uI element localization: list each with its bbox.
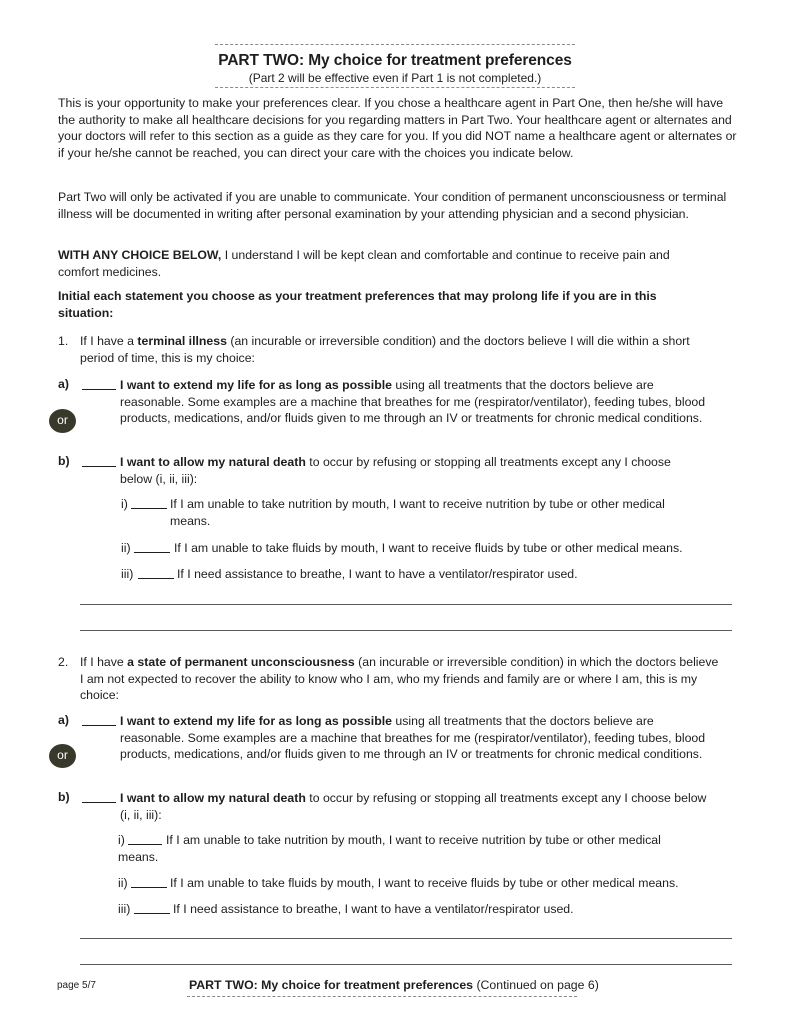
- section-2-option-a-label: a): [58, 713, 69, 727]
- section-1-sub-i-initial-line[interactable]: [131, 498, 167, 509]
- section-2-number: 2.: [58, 655, 69, 669]
- section-1-option-b-label: b): [58, 454, 70, 468]
- section-1-option-a-initial-line[interactable]: [82, 379, 116, 390]
- section-1-option-b-text: I want to allow my natural death to occur by refusing or stopping all treatments except any I choose below (i, ii, iii):: [120, 455, 671, 486]
- header-top-rule: [215, 44, 575, 45]
- section-2-option-a-text: I want to extend my life for as long as possible using all treatments that the doctors believe are reasonable. Some examples are a machine that breathes for me (respirator/ventilator), feeding tubes, blood products, medications, and/or fluids given to me through an IV or treatments for chronic medical conditions.: [120, 714, 706, 761]
- section-1-sub-i-label: i): [121, 497, 128, 511]
- terminal-illness-term: terminal illness: [137, 334, 227, 348]
- section-1-writing-line-1[interactable]: [80, 604, 732, 605]
- section-1-writing-line-2[interactable]: [80, 630, 732, 631]
- section-2-writing-line-2[interactable]: [80, 964, 732, 965]
- header-bottom-rule: [215, 87, 575, 88]
- section-2-option-b-initial-line[interactable]: [82, 792, 116, 803]
- section-1-sub-iii-text: If I need assistance to breathe, I want to have a ventilator/respirator used.: [177, 567, 578, 581]
- intro-paragraph-3: [58, 247, 698, 280]
- section-2-sub-ii-initial-line[interactable]: [131, 877, 167, 888]
- section-1-heading: If I have a terminal illness (an incurable or irreversible condition) and the doctors believe I will die within a short period of time, this is my choice:: [80, 334, 690, 365]
- intro-paragraph-1: This is your opportunity to make your preferences clear. If you chose a healthcare agent in Part One, then he/she will have the authority to make all healthcare decisions for you regarding matters in Part Two. Your healthcare agent or alternates and your doctors will refer to this section as a guide as they care for you. If you did NOT name a healthcare agent or alternates or if your he/she cannot be reached, you can direct your care with the choices you indicate below.: [58, 96, 737, 160]
- section-2-option-b-label: b): [58, 790, 70, 804]
- section-1-sub-iii-initial-line[interactable]: [138, 568, 174, 579]
- footer-title: PART TWO: My choice for treatment preferences (Continued on page 6): [189, 978, 599, 992]
- page-number: page 5/7: [57, 980, 96, 991]
- section-1-option-a-text: I want to extend my life for as long as possible using all treatments that the doctors believe are reasonable. Some examples are a machine that breathes for me (respirator/ventilator), feeding tubes, blood products, medications, and/or fluids given to me through an IV or treatments for chronic medical conditions.: [120, 378, 706, 425]
- page-header: [215, 44, 575, 88]
- section-1-number: 1.: [58, 334, 69, 348]
- section-1-sub-ii-label: ii): [121, 541, 131, 555]
- section-2-sub-ii-text: If I am unable to take fluids by mouth, I want to receive fluids by tube or other medical means.: [170, 876, 679, 890]
- section-2-heading: If I have a state of permanent unconsciousness (an incurable or irreversible condition) in which the doctors believe I am not expected to recover the ability to know who I am, who my friends and family are or where I am, this is my choice:: [80, 655, 719, 702]
- or-badge: or: [49, 409, 76, 433]
- section-1-sub-i-text: If I am unable to take nutrition by mouth, I want to receive nutrition by tube or other medical means.: [170, 497, 665, 528]
- section-1-sub-ii-initial-line[interactable]: [134, 542, 170, 553]
- footer-rule: [187, 996, 577, 997]
- section-1-option-b-initial-line[interactable]: [82, 456, 116, 467]
- page-subtitle: (Part 2 will be effective even if Part 1 is not completed.): [248, 71, 542, 85]
- intro-paragraph-2: Part Two will only be activated if you are unable to communicate. Your condition of permanent unconsciousness or terminal illness will be documented in writing after personal examination by your attending physician and a second physician.: [58, 190, 727, 221]
- section-2-option-a-initial-line[interactable]: [82, 715, 116, 726]
- section-2-sub-iii-text: If I need assistance to breathe, I want to have a ventilator/respirator used.: [173, 902, 574, 916]
- any-choice-text: I understand I will be kept clean and comfortable and continue to receive pain and comfort medicines.: [58, 248, 670, 279]
- page-title: PART TWO: My choice for treatment preferences: [218, 52, 572, 69]
- section-1-option-a-label: a): [58, 377, 69, 391]
- section-2-sub-i-text: If I am unable to take nutrition by mouth, I want to receive nutrition by tube or other medical means.: [118, 833, 661, 864]
- section-2-sub-iii-initial-line[interactable]: [134, 903, 170, 914]
- or-badge: or: [49, 744, 76, 768]
- section-1-sub-iii-label: iii): [121, 567, 134, 581]
- instruction-paragraph: Initial each statement you choose as your treatment preferences that may prolong life if you are in this situation:: [58, 289, 657, 320]
- section-2-writing-line-1[interactable]: [80, 938, 732, 939]
- section-2-option-b-text: I want to allow my natural death to occur by refusing or stopping all treatments except any I choose below (i, ii, iii):: [120, 791, 707, 822]
- permanent-unconsciousness-term: a state of permanent unconsciousness: [127, 655, 355, 669]
- any-choice-heading: WITH ANY CHOICE BELOW,: [58, 248, 222, 262]
- section-2-sub-ii-label: ii): [118, 876, 128, 890]
- section-2-sub-iii-label: iii): [118, 902, 131, 916]
- section-1-sub-ii-text: If I am unable to take fluids by mouth, I want to receive fluids by tube or other medical means.: [174, 541, 683, 555]
- section-2-sub-i-label: i): [118, 833, 125, 847]
